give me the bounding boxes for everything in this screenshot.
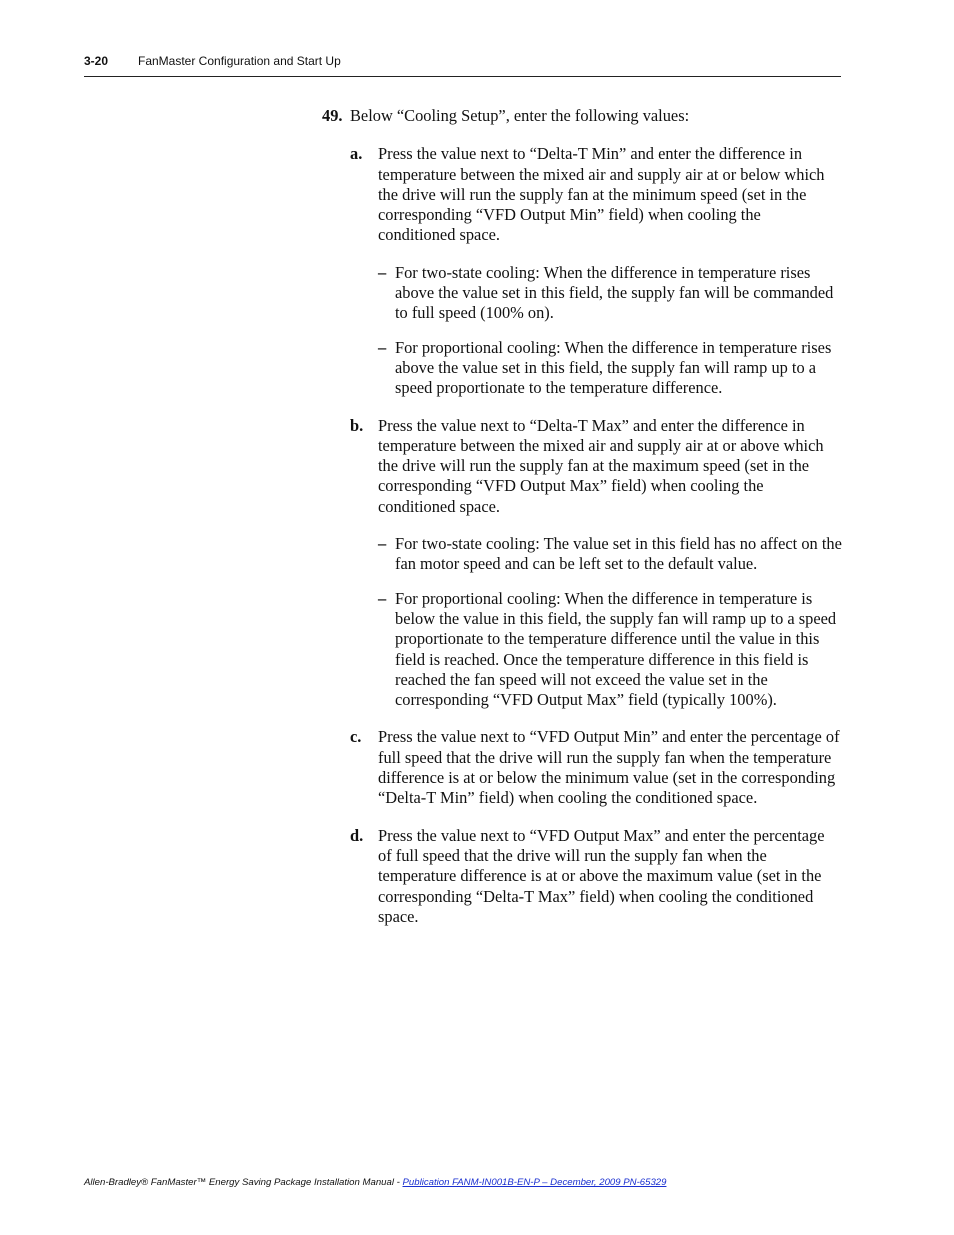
dash-bullet: – [378, 337, 387, 357]
bullet-item [322, 338, 842, 399]
sub-step-text: Press the value next to “VFD Output Max” and enter the percentage of full speed that the drive will run the supply fan when the temperature difference is at or above the maximum value (set in the corresponding “Delta-T Max” field) when cooling the conditioned space. [378, 825, 825, 926]
dash-bullet: – [378, 534, 387, 554]
step-number: 49. [322, 106, 343, 125]
page-header [84, 52, 841, 77]
sub-step-letter: b. [350, 415, 364, 435]
bullet-text: For proportional cooling: When the difference in temperature is below the value in this field, the supply fan will ramp up to a speed proportionate to the temperature difference until the value in this field is reached. Once the temperature difference in this field is reached the fan speed will not exceed the value set in the corresponding “VFD Output Max” field (typically 100%). [395, 588, 837, 710]
page-number: 3-20 [84, 54, 109, 68]
sub-step-letter: a. [350, 144, 363, 164]
page-footer [84, 1177, 666, 1188]
bullet-item [322, 534, 842, 575]
publication-link[interactable]: Publication FANM-IN001B-EN-P – December, 2009 PN-65329 [402, 1177, 667, 1188]
chapter-title: FanMaster Configuration and Start Up [138, 54, 341, 68]
sub-step-text: Press the value next to “VFD Output Min” and enter the percentage of full speed that the drive will run the supply fan when the temperature difference is at or below the minimum value (set in the corresponding “Delta-T Min” field) when cooling the conditioned space. [378, 727, 840, 808]
sub-step-letter: d. [350, 825, 364, 845]
manual-title: Allen-Bradley® FanMaster™ Energy Saving Package Installation Manual - [84, 1177, 403, 1188]
sub-step-letter: c. [350, 727, 362, 747]
sub-step-b [322, 416, 842, 517]
dash-bullet: – [378, 588, 387, 608]
bullet-text: For proportional cooling: When the difference in temperature rises above the value set in this field, the supply fan will ramp up to a speed proportionate to the temperature difference. [395, 337, 832, 398]
sub-step-c [322, 727, 842, 808]
bullet-text: For two-state cooling: The value set in this field has no affect on the fan motor speed and can be left set to the default value. [395, 534, 842, 574]
step-text: Below “Cooling Setup”, enter the following values: [350, 106, 690, 125]
page-content [322, 106, 842, 944]
bullet-item [322, 263, 842, 324]
sub-step-d [322, 826, 842, 927]
sub-step-text: Press the value next to “Delta-T Max” and enter the difference in temperature between the mixed air and supply air at or above which the drive will run the supply fan at the maximum speed (set in the corresponding “VFD Output Max” field) when cooling the conditioned space. [378, 415, 824, 516]
step-49 [322, 106, 842, 126]
bullet-item [322, 589, 842, 711]
bullet-text: For two-state cooling: When the difference in temperature rises above the value set in this field, the supply fan will be commanded to full speed (100% on). [395, 262, 834, 323]
sub-step-text: Press the value next to “Delta-T Min” and enter the difference in temperature between the mixed air and supply air at or below which the drive will run the supply fan at the minimum speed (set in the corresponding “VFD Output Min” field) when cooling the conditioned space. [378, 144, 825, 245]
dash-bullet: – [378, 262, 387, 282]
sub-step-a [322, 144, 842, 245]
